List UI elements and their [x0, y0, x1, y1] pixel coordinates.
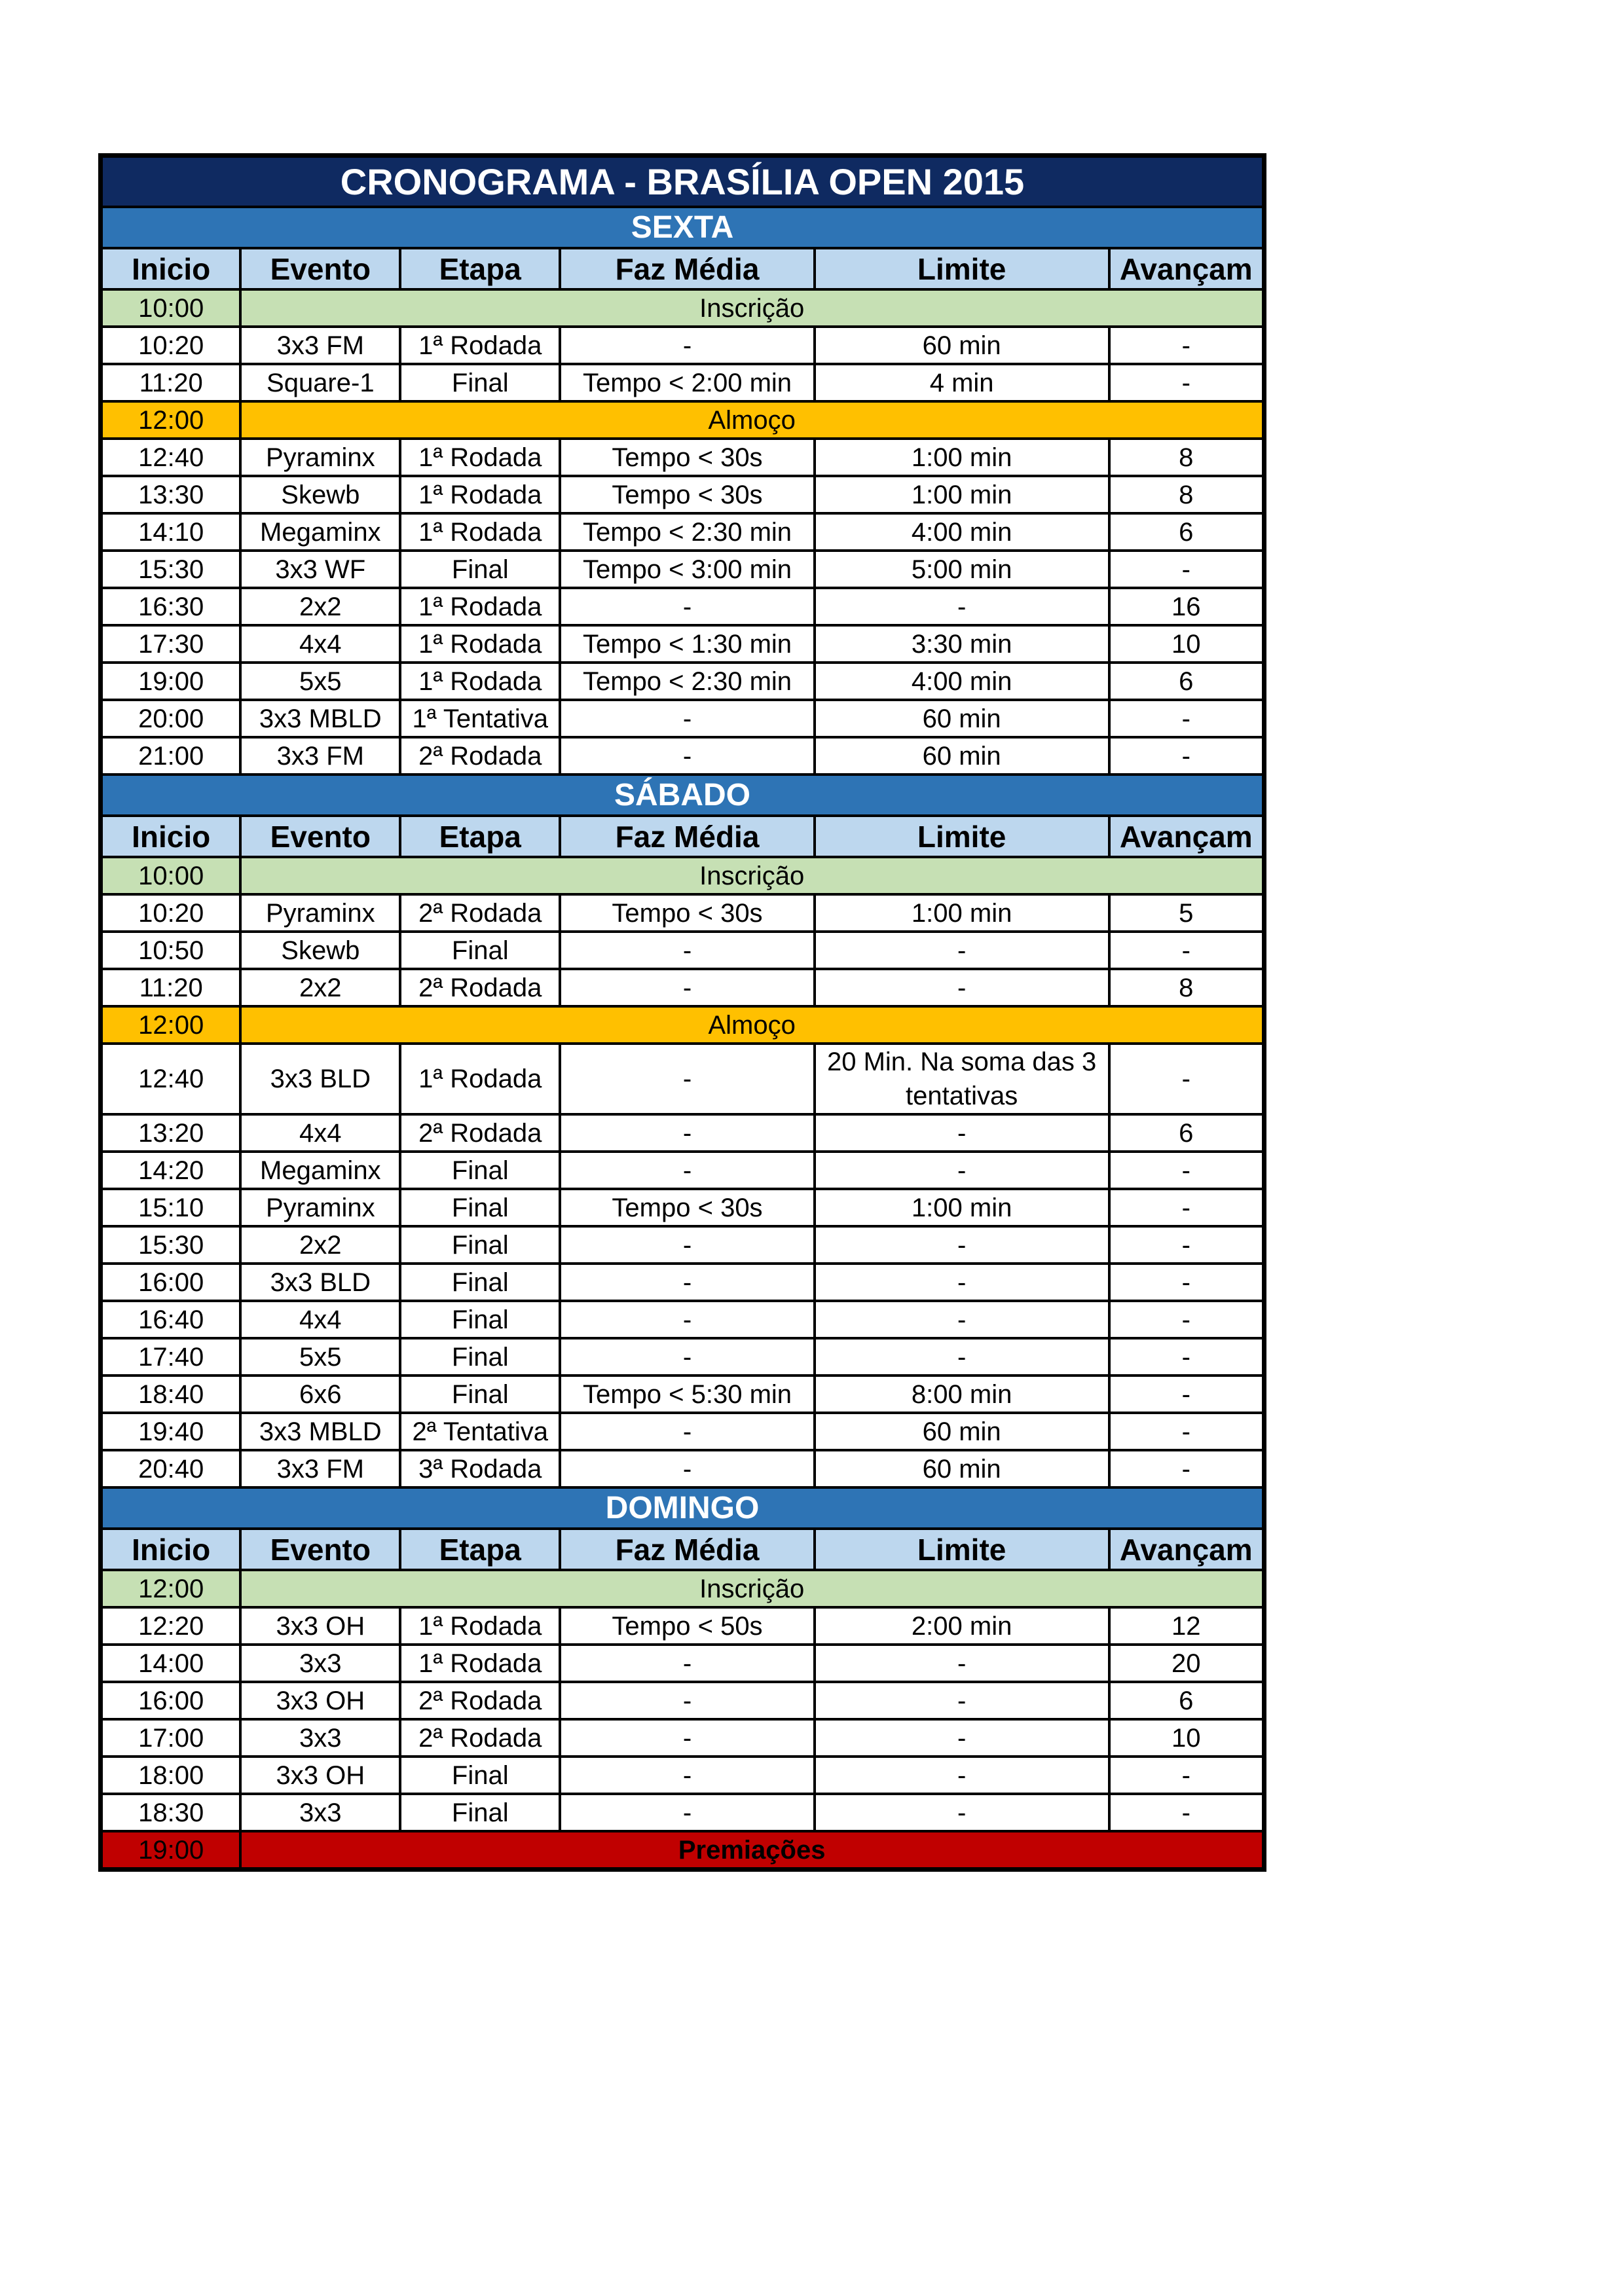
cell-event: 5x5	[240, 663, 400, 700]
column-header-average-requirement: Faz Média	[560, 1529, 815, 1570]
day-header-domingo	[101, 1487, 1264, 1529]
cell-event: 3x3 MBLD	[240, 1413, 400, 1450]
schedule-row	[101, 1413, 1264, 1450]
day-title: DOMINGO	[101, 1487, 1264, 1529]
cell-stage: Final	[400, 551, 560, 588]
cell-average-requirement: -	[560, 1152, 815, 1189]
cell-event: 2x2	[240, 1226, 400, 1264]
cell-stage: Final	[400, 1757, 560, 1794]
schedule-row	[101, 969, 1264, 1006]
cell-stage: 1ª Rodada	[400, 588, 560, 625]
cell-time-limit: -	[815, 1645, 1109, 1682]
cell-event: 3x3 BLD	[240, 1264, 400, 1301]
cell-advancing: -	[1109, 1376, 1264, 1413]
cell-stage: Final	[400, 1152, 560, 1189]
cell-advancing: -	[1109, 1450, 1264, 1487]
cell-time-limit: 60 min	[815, 700, 1109, 737]
cell-stage: 1ª Rodada	[400, 439, 560, 476]
cell-advancing: -	[1109, 1413, 1264, 1450]
cell-advancing: -	[1109, 700, 1264, 737]
cell-start-time: 12:40	[101, 1044, 241, 1114]
schedule-row	[101, 364, 1264, 401]
cell-start-time: 16:00	[101, 1264, 241, 1301]
schedule-row	[101, 932, 1264, 969]
cell-advancing: 8	[1109, 969, 1264, 1006]
premio-label: Premiações	[240, 1831, 1264, 1870]
cell-event: Megaminx	[240, 1152, 400, 1189]
cell-average-requirement: -	[560, 1450, 815, 1487]
cell-average-requirement: Tempo < 30s	[560, 894, 815, 932]
cell-start-time: 19:00	[101, 1831, 241, 1870]
cell-stage: 1ª Rodada	[400, 513, 560, 551]
cell-event: 3x3 BLD	[240, 1044, 400, 1114]
cell-start-time: 16:00	[101, 1682, 241, 1719]
cell-stage: Final	[400, 1264, 560, 1301]
column-header-time-limit: Limite	[815, 1529, 1109, 1570]
cell-start-time: 19:00	[101, 663, 241, 700]
cell-time-limit: 1:00 min	[815, 894, 1109, 932]
cell-advancing: 8	[1109, 476, 1264, 513]
schedule-row	[101, 1301, 1264, 1338]
schedule-row	[101, 1264, 1264, 1301]
column-header-row	[101, 248, 1264, 289]
schedule-row	[101, 1607, 1264, 1645]
cell-stage: 3ª Rodada	[400, 1450, 560, 1487]
cell-event: 2x2	[240, 969, 400, 1006]
cell-start-time: 14:20	[101, 1152, 241, 1189]
cell-event: 3x3 FM	[240, 737, 400, 774]
cell-average-requirement: -	[560, 969, 815, 1006]
cell-time-limit: 1:00 min	[815, 439, 1109, 476]
column-header-stage: Etapa	[400, 248, 560, 289]
cell-start-time: 19:40	[101, 1413, 241, 1450]
cell-stage: Final	[400, 1376, 560, 1413]
cell-stage: 1ª Rodada	[400, 476, 560, 513]
column-header-time-limit: Limite	[815, 248, 1109, 289]
cell-time-limit: -	[815, 588, 1109, 625]
cell-average-requirement: -	[560, 932, 815, 969]
cell-event: 4x4	[240, 1301, 400, 1338]
cell-advancing: -	[1109, 1794, 1264, 1831]
column-header-time-limit: Limite	[815, 816, 1109, 857]
cell-time-limit: -	[815, 1794, 1109, 1831]
cell-average-requirement: -	[560, 1794, 815, 1831]
inscricao-row	[101, 857, 1264, 894]
column-header-event: Evento	[240, 248, 400, 289]
cell-average-requirement: Tempo < 2:30 min	[560, 663, 815, 700]
cell-start-time: 18:00	[101, 1757, 241, 1794]
schedule-row	[101, 1757, 1264, 1794]
cell-stage: 1ª Rodada	[400, 1645, 560, 1682]
almoco-row	[101, 401, 1264, 439]
cell-advancing: -	[1109, 737, 1264, 774]
cell-stage: 2ª Tentativa	[400, 1413, 560, 1450]
cell-time-limit: 4:00 min	[815, 663, 1109, 700]
cell-stage: 1ª Rodada	[400, 663, 560, 700]
cell-stage: Final	[400, 1226, 560, 1264]
cell-event: 3x3 FM	[240, 327, 400, 364]
day-header-sabado	[101, 774, 1264, 816]
cell-advancing: -	[1109, 1264, 1264, 1301]
cell-event: 3x3 OH	[240, 1682, 400, 1719]
schedule-body	[101, 156, 1264, 1870]
schedule-row	[101, 737, 1264, 774]
schedule-row	[101, 588, 1264, 625]
cell-time-limit: 4:00 min	[815, 513, 1109, 551]
column-header-advancing: Avançam	[1109, 248, 1264, 289]
cell-average-requirement: -	[560, 1044, 815, 1114]
cell-start-time: 21:00	[101, 737, 241, 774]
cell-start-time: 10:20	[101, 327, 241, 364]
cell-start-time: 17:00	[101, 1719, 241, 1757]
cell-average-requirement: Tempo < 3:00 min	[560, 551, 815, 588]
column-header-advancing: Avançam	[1109, 816, 1264, 857]
cell-average-requirement: -	[560, 1719, 815, 1757]
cell-advancing: 8	[1109, 439, 1264, 476]
cell-advancing: 12	[1109, 1607, 1264, 1645]
cell-average-requirement: -	[560, 1682, 815, 1719]
cell-average-requirement: -	[560, 1757, 815, 1794]
schedule-row	[101, 1114, 1264, 1152]
cell-time-limit: 60 min	[815, 327, 1109, 364]
cell-stage: 1ª Rodada	[400, 1607, 560, 1645]
cell-average-requirement: -	[560, 1264, 815, 1301]
cell-advancing: 10	[1109, 1719, 1264, 1757]
cell-event: Skewb	[240, 932, 400, 969]
cell-event: Pyraminx	[240, 439, 400, 476]
column-header-average-requirement: Faz Média	[560, 816, 815, 857]
column-header-start-time: Inicio	[101, 816, 241, 857]
cell-advancing: -	[1109, 1044, 1264, 1114]
cell-average-requirement: -	[560, 588, 815, 625]
cell-time-limit: -	[815, 1301, 1109, 1338]
cell-advancing: 6	[1109, 1682, 1264, 1719]
schedule-row	[101, 1682, 1264, 1719]
cell-event: 2x2	[240, 588, 400, 625]
cell-event: 3x3 MBLD	[240, 700, 400, 737]
title-row	[101, 156, 1264, 208]
cell-advancing: -	[1109, 1757, 1264, 1794]
almoco-label: Almoço	[240, 1006, 1264, 1044]
column-header-event: Evento	[240, 816, 400, 857]
schedule-row	[101, 1152, 1264, 1189]
cell-time-limit: -	[815, 932, 1109, 969]
cell-start-time: 10:50	[101, 932, 241, 969]
cell-event: 3x3	[240, 1645, 400, 1682]
cell-average-requirement: Tempo < 50s	[560, 1607, 815, 1645]
cell-start-time: 20:40	[101, 1450, 241, 1487]
schedule-row	[101, 1645, 1264, 1682]
cell-start-time: 17:40	[101, 1338, 241, 1376]
cell-event: 5x5	[240, 1338, 400, 1376]
cell-start-time: 12:20	[101, 1607, 241, 1645]
schedule-row	[101, 1226, 1264, 1264]
premio-row	[101, 1831, 1264, 1870]
cell-average-requirement: -	[560, 1226, 815, 1264]
schedule-row	[101, 1794, 1264, 1831]
column-header-row	[101, 1529, 1264, 1570]
day-title: SÁBADO	[101, 774, 1264, 816]
cell-start-time: 12:00	[101, 1570, 241, 1607]
cell-time-limit: 5:00 min	[815, 551, 1109, 588]
cell-time-limit: -	[815, 1226, 1109, 1264]
cell-advancing: 6	[1109, 663, 1264, 700]
schedule-row	[101, 894, 1264, 932]
cell-start-time: 11:20	[101, 969, 241, 1006]
cell-time-limit: -	[815, 1757, 1109, 1794]
cell-advancing: -	[1109, 364, 1264, 401]
cell-event: 3x3 WF	[240, 551, 400, 588]
cell-average-requirement: -	[560, 327, 815, 364]
cell-start-time: 16:40	[101, 1301, 241, 1338]
schedule-title: CRONOGRAMA - BRASÍLIA OPEN 2015	[101, 156, 1264, 208]
schedule-row	[101, 327, 1264, 364]
cell-time-limit: -	[815, 1114, 1109, 1152]
cell-advancing: 10	[1109, 625, 1264, 663]
schedule-row	[101, 1044, 1264, 1114]
cell-stage: Final	[400, 1338, 560, 1376]
cell-time-limit: -	[815, 1152, 1109, 1189]
cell-advancing: 20	[1109, 1645, 1264, 1682]
cell-start-time: 12:40	[101, 439, 241, 476]
schedule-row	[101, 663, 1264, 700]
cell-start-time: 13:30	[101, 476, 241, 513]
cell-start-time: 18:30	[101, 1794, 241, 1831]
cell-event: 4x4	[240, 625, 400, 663]
cell-average-requirement: -	[560, 1301, 815, 1338]
inscricao-label: Inscrição	[240, 289, 1264, 327]
cell-time-limit: 2:00 min	[815, 1607, 1109, 1645]
cell-start-time: 12:00	[101, 1006, 241, 1044]
cell-stage: 1ª Rodada	[400, 625, 560, 663]
cell-start-time: 14:10	[101, 513, 241, 551]
column-header-start-time: Inicio	[101, 248, 241, 289]
cell-average-requirement: Tempo < 30s	[560, 1189, 815, 1226]
column-header-start-time: Inicio	[101, 1529, 241, 1570]
cell-time-limit: 1:00 min	[815, 476, 1109, 513]
cell-stage: 2ª Rodada	[400, 737, 560, 774]
cell-average-requirement: -	[560, 1645, 815, 1682]
cell-time-limit: 60 min	[815, 737, 1109, 774]
cell-advancing: 6	[1109, 513, 1264, 551]
cell-start-time: 17:30	[101, 625, 241, 663]
cell-start-time: 16:30	[101, 588, 241, 625]
cell-event: Square-1	[240, 364, 400, 401]
inscricao-row	[101, 1570, 1264, 1607]
schedule-row	[101, 700, 1264, 737]
schedule-row	[101, 1376, 1264, 1413]
cell-time-limit: 60 min	[815, 1413, 1109, 1450]
schedule-row	[101, 1719, 1264, 1757]
schedule-row	[101, 1338, 1264, 1376]
cell-stage: Final	[400, 932, 560, 969]
cell-average-requirement: -	[560, 700, 815, 737]
cell-event: 3x3 FM	[240, 1450, 400, 1487]
cell-average-requirement: Tempo < 30s	[560, 476, 815, 513]
cell-advancing: -	[1109, 327, 1264, 364]
cell-average-requirement: Tempo < 1:30 min	[560, 625, 815, 663]
schedule-row	[101, 513, 1264, 551]
cell-advancing: -	[1109, 551, 1264, 588]
cell-advancing: 5	[1109, 894, 1264, 932]
cell-start-time: 18:40	[101, 1376, 241, 1413]
day-title: SEXTA	[101, 207, 1264, 248]
cell-advancing: -	[1109, 1152, 1264, 1189]
column-header-average-requirement: Faz Média	[560, 248, 815, 289]
cell-average-requirement: -	[560, 1114, 815, 1152]
inscricao-label: Inscrição	[240, 857, 1264, 894]
cell-event: 3x3 OH	[240, 1607, 400, 1645]
schedule-row	[101, 1189, 1264, 1226]
cell-time-limit: 20 Min. Na soma das 3 tentativas	[815, 1044, 1109, 1114]
cell-start-time: 13:20	[101, 1114, 241, 1152]
cell-start-time: 10:20	[101, 894, 241, 932]
column-header-stage: Etapa	[400, 1529, 560, 1570]
cell-stage: 1ª Tentativa	[400, 700, 560, 737]
column-header-row	[101, 816, 1264, 857]
cell-event: Megaminx	[240, 513, 400, 551]
cell-stage: 2ª Rodada	[400, 894, 560, 932]
schedule-row	[101, 439, 1264, 476]
cell-start-time: 20:00	[101, 700, 241, 737]
cell-advancing: 6	[1109, 1114, 1264, 1152]
cell-stage: 2ª Rodada	[400, 1682, 560, 1719]
column-header-event: Evento	[240, 1529, 400, 1570]
cell-start-time: 15:30	[101, 1226, 241, 1264]
almoco-label: Almoço	[240, 401, 1264, 439]
cell-time-limit: -	[815, 1682, 1109, 1719]
cell-stage: 2ª Rodada	[400, 1114, 560, 1152]
cell-average-requirement: -	[560, 737, 815, 774]
cell-advancing: 16	[1109, 588, 1264, 625]
cell-stage: 1ª Rodada	[400, 327, 560, 364]
inscricao-row	[101, 289, 1264, 327]
cell-advancing: -	[1109, 1226, 1264, 1264]
cell-time-limit: 3:30 min	[815, 625, 1109, 663]
cell-start-time: 10:00	[101, 289, 241, 327]
cell-event: 3x3	[240, 1794, 400, 1831]
cell-start-time: 12:00	[101, 401, 241, 439]
cell-advancing: -	[1109, 1301, 1264, 1338]
cell-advancing: -	[1109, 1338, 1264, 1376]
cell-average-requirement: Tempo < 30s	[560, 439, 815, 476]
schedule-row	[101, 1450, 1264, 1487]
cell-stage: Final	[400, 1189, 560, 1226]
cell-stage: Final	[400, 364, 560, 401]
cell-stage: 1ª Rodada	[400, 1044, 560, 1114]
inscricao-label: Inscrição	[240, 1570, 1264, 1607]
cell-average-requirement: Tempo < 5:30 min	[560, 1376, 815, 1413]
cell-event: 3x3 OH	[240, 1757, 400, 1794]
cell-start-time: 11:20	[101, 364, 241, 401]
cell-stage: 2ª Rodada	[400, 1719, 560, 1757]
cell-time-limit: -	[815, 969, 1109, 1006]
cell-start-time: 15:10	[101, 1189, 241, 1226]
schedule-row	[101, 476, 1264, 513]
cell-average-requirement: -	[560, 1338, 815, 1376]
cell-stage: Final	[400, 1301, 560, 1338]
cell-event: Pyraminx	[240, 894, 400, 932]
cell-time-limit: -	[815, 1719, 1109, 1757]
schedule-row	[101, 625, 1264, 663]
cell-time-limit: 60 min	[815, 1450, 1109, 1487]
cell-event: Skewb	[240, 476, 400, 513]
cell-advancing: -	[1109, 1189, 1264, 1226]
cell-event: 4x4	[240, 1114, 400, 1152]
column-header-advancing: Avançam	[1109, 1529, 1264, 1570]
cell-average-requirement: Tempo < 2:30 min	[560, 513, 815, 551]
schedule-row	[101, 551, 1264, 588]
cell-average-requirement: -	[560, 1413, 815, 1450]
cell-time-limit: -	[815, 1264, 1109, 1301]
cell-time-limit: 8:00 min	[815, 1376, 1109, 1413]
cell-average-requirement: Tempo < 2:00 min	[560, 364, 815, 401]
cell-start-time: 10:00	[101, 857, 241, 894]
almoco-row	[101, 1006, 1264, 1044]
schedule-table	[98, 153, 1266, 1872]
day-header-sexta	[101, 207, 1264, 248]
cell-time-limit: 4 min	[815, 364, 1109, 401]
cell-start-time: 15:30	[101, 551, 241, 588]
cell-event: Pyraminx	[240, 1189, 400, 1226]
cell-start-time: 14:00	[101, 1645, 241, 1682]
cell-event: 3x3	[240, 1719, 400, 1757]
cell-stage: Final	[400, 1794, 560, 1831]
cell-stage: 2ª Rodada	[400, 969, 560, 1006]
column-header-stage: Etapa	[400, 816, 560, 857]
cell-time-limit: -	[815, 1338, 1109, 1376]
cell-time-limit: 1:00 min	[815, 1189, 1109, 1226]
cell-advancing: -	[1109, 932, 1264, 969]
cell-event: 6x6	[240, 1376, 400, 1413]
